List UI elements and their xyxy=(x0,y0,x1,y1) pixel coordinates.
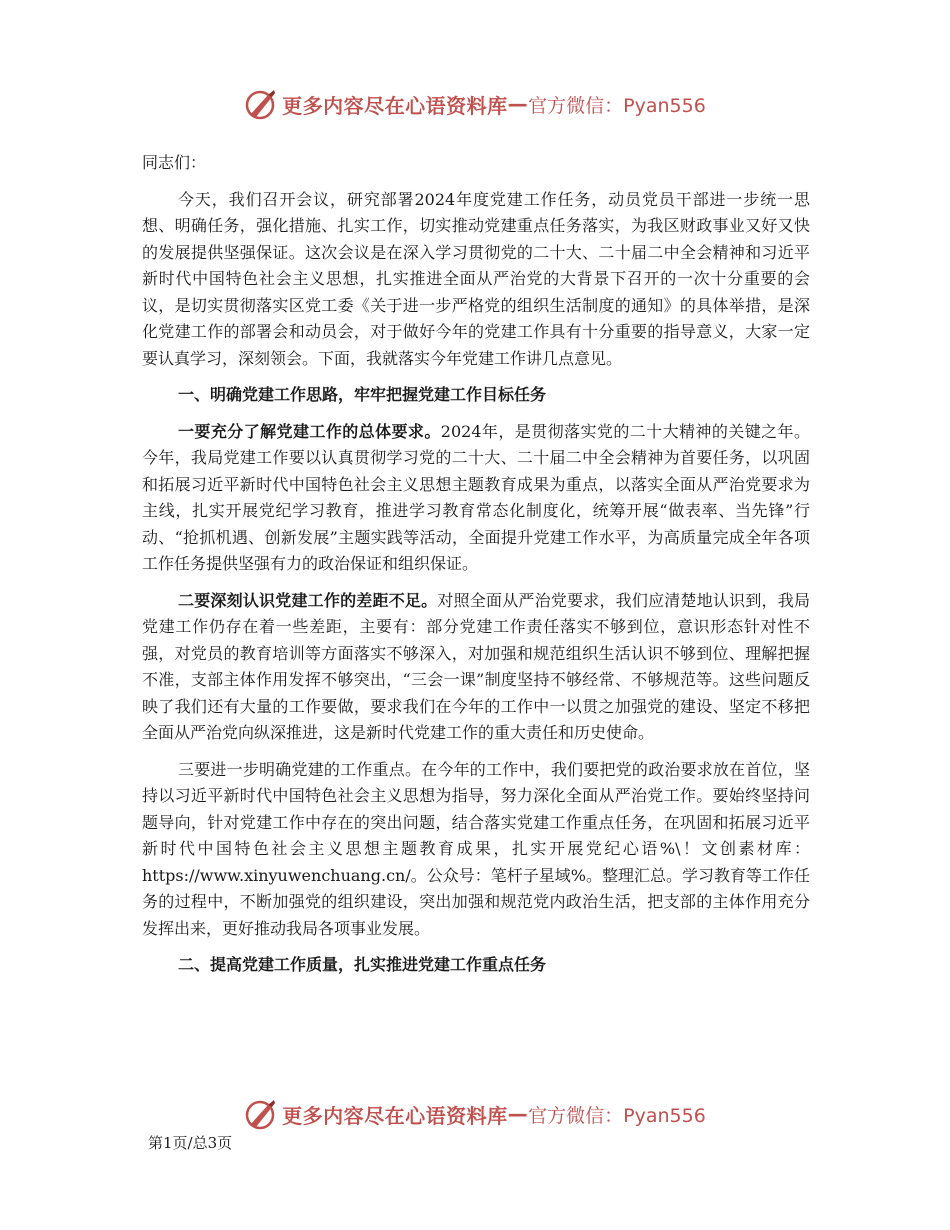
section-heading-1: 一、明确党建工作思路，牢牢把握党建工作目标任务 xyxy=(178,385,547,404)
page-number: 第1页/总3页 xyxy=(148,1134,233,1152)
pen-logo-icon xyxy=(244,87,278,121)
watermark-separator: — xyxy=(507,1102,529,1126)
paragraph-2 xyxy=(142,588,810,747)
intro-paragraph: 今天，我们召开会议，研究部署2024年度党建工作任务，动员党员干部进一步统一思想、明确任务，强化措施、扎实工作，切实推动党建重点任务落实，为我区财政事业又好又快的发展提供坚强保证。这次会议是在深入学习贯彻党的二十大、二十届二中全会精神和习近平新时代中国特色社会主义思想，扎实推进全面从严治党的大背景下召开的一次十分重要的会议，是切实贯彻落实区党工委《关于进一步严格党的组织生活制度的通知》的具体举措，是深化党建工作的部署会和动员会，对于做好今年的党建工作具有十分重要的指导意义，大家一定要认真学习，深刻领会。下面，我就落实今年党建工作讲几点意见。 xyxy=(142,189,810,368)
salutation: 同志们： xyxy=(142,153,207,172)
watermark-banner-top xyxy=(0,86,950,122)
watermark-wechat: 官方微信：Pyan556 xyxy=(528,94,706,117)
document-body xyxy=(142,150,810,989)
section-heading-2: 二、提高党建工作质量，扎实推进党建工作重点任务 xyxy=(178,955,547,974)
paragraph-3: 三要进一步明确党建的工作重点。在今年的工作中，我们要把党的政治要求放在首位，坚持以习近平新时代中国特色社会主义思想为指导，努力深化全面从严治党工作。要始终坚持问题导向，针对党建工作中存在的突出问题，结合落实党建工作重点任务，在巩固和拓展习近平新时代中国特色社会主义思想主题教育成果，扎实开展党纪心语%\！文创素材库：https://www.xinyuwenchuang.cn/。公众号：笔杆子星域%。整理汇总。学习教育等工作任务的过程中，不断加强党的组织建设，突出加强和规范党内政治生活，把支部的主体作用充分发挥出来，更好推动我局各项事业发展。 xyxy=(142,759,810,938)
watermark-banner-bottom xyxy=(0,1096,950,1132)
paragraph-2-lead: 二要深刻认识党建工作的差距不足。 xyxy=(178,590,438,610)
watermark-text: 更多内容尽在心语资料库 xyxy=(282,93,508,118)
watermark-separator: — xyxy=(507,92,529,116)
paragraph-1-body: 2024年，是贯彻落实党的二十大精神的关键之年。今年，我局党建工作要以认真贯彻学习党的二十大、二十届二中全会精神为首要任务，以巩固和拓展习近平新时代中国特色社会主义思想主题教育成果为重点，以落实全面从严治党要求为主线，扎实开展党纪学习教育，推进学习教育常态化制度化，统筹开展“做表率、当先锋”行动、“抢抓机遇、创新发展”主题实践等活动，全面提升党建工作水平，为高质量完成全年各项工作任务提供坚强有力的政治保证和组织保证。 xyxy=(142,421,810,573)
watermark-wechat: 官方微信：Pyan556 xyxy=(528,1104,706,1127)
pen-logo-icon xyxy=(244,1097,278,1131)
paragraph-2-body: 对照全面从严治党要求，我们应清楚地认识到，我局党建工作仍存在着一些差距，主要有：部分党建工作责任落实不够到位，意识形态针对性不强，对党员的教育培训等方面落实不够深入，对加强和规范组织生活认识不够到位、理解把握不准，支部主体作用发挥不够突出，“三会一课”制度坚持不够经常、不够规范等。这些问题反映了我们还有大量的工作要做，要求我们在今年的工作中一以贯之加强党的建设、坚定不移把全面从严治党向纵深推进，这是新时代党建工作的重大责任和历史使命。 xyxy=(142,590,810,742)
paragraph-1-lead: 一要充分了解党建工作的总体要求。 xyxy=(178,421,441,441)
paragraph-1 xyxy=(142,419,810,578)
watermark-text: 更多内容尽在心语资料库 xyxy=(282,1103,508,1128)
